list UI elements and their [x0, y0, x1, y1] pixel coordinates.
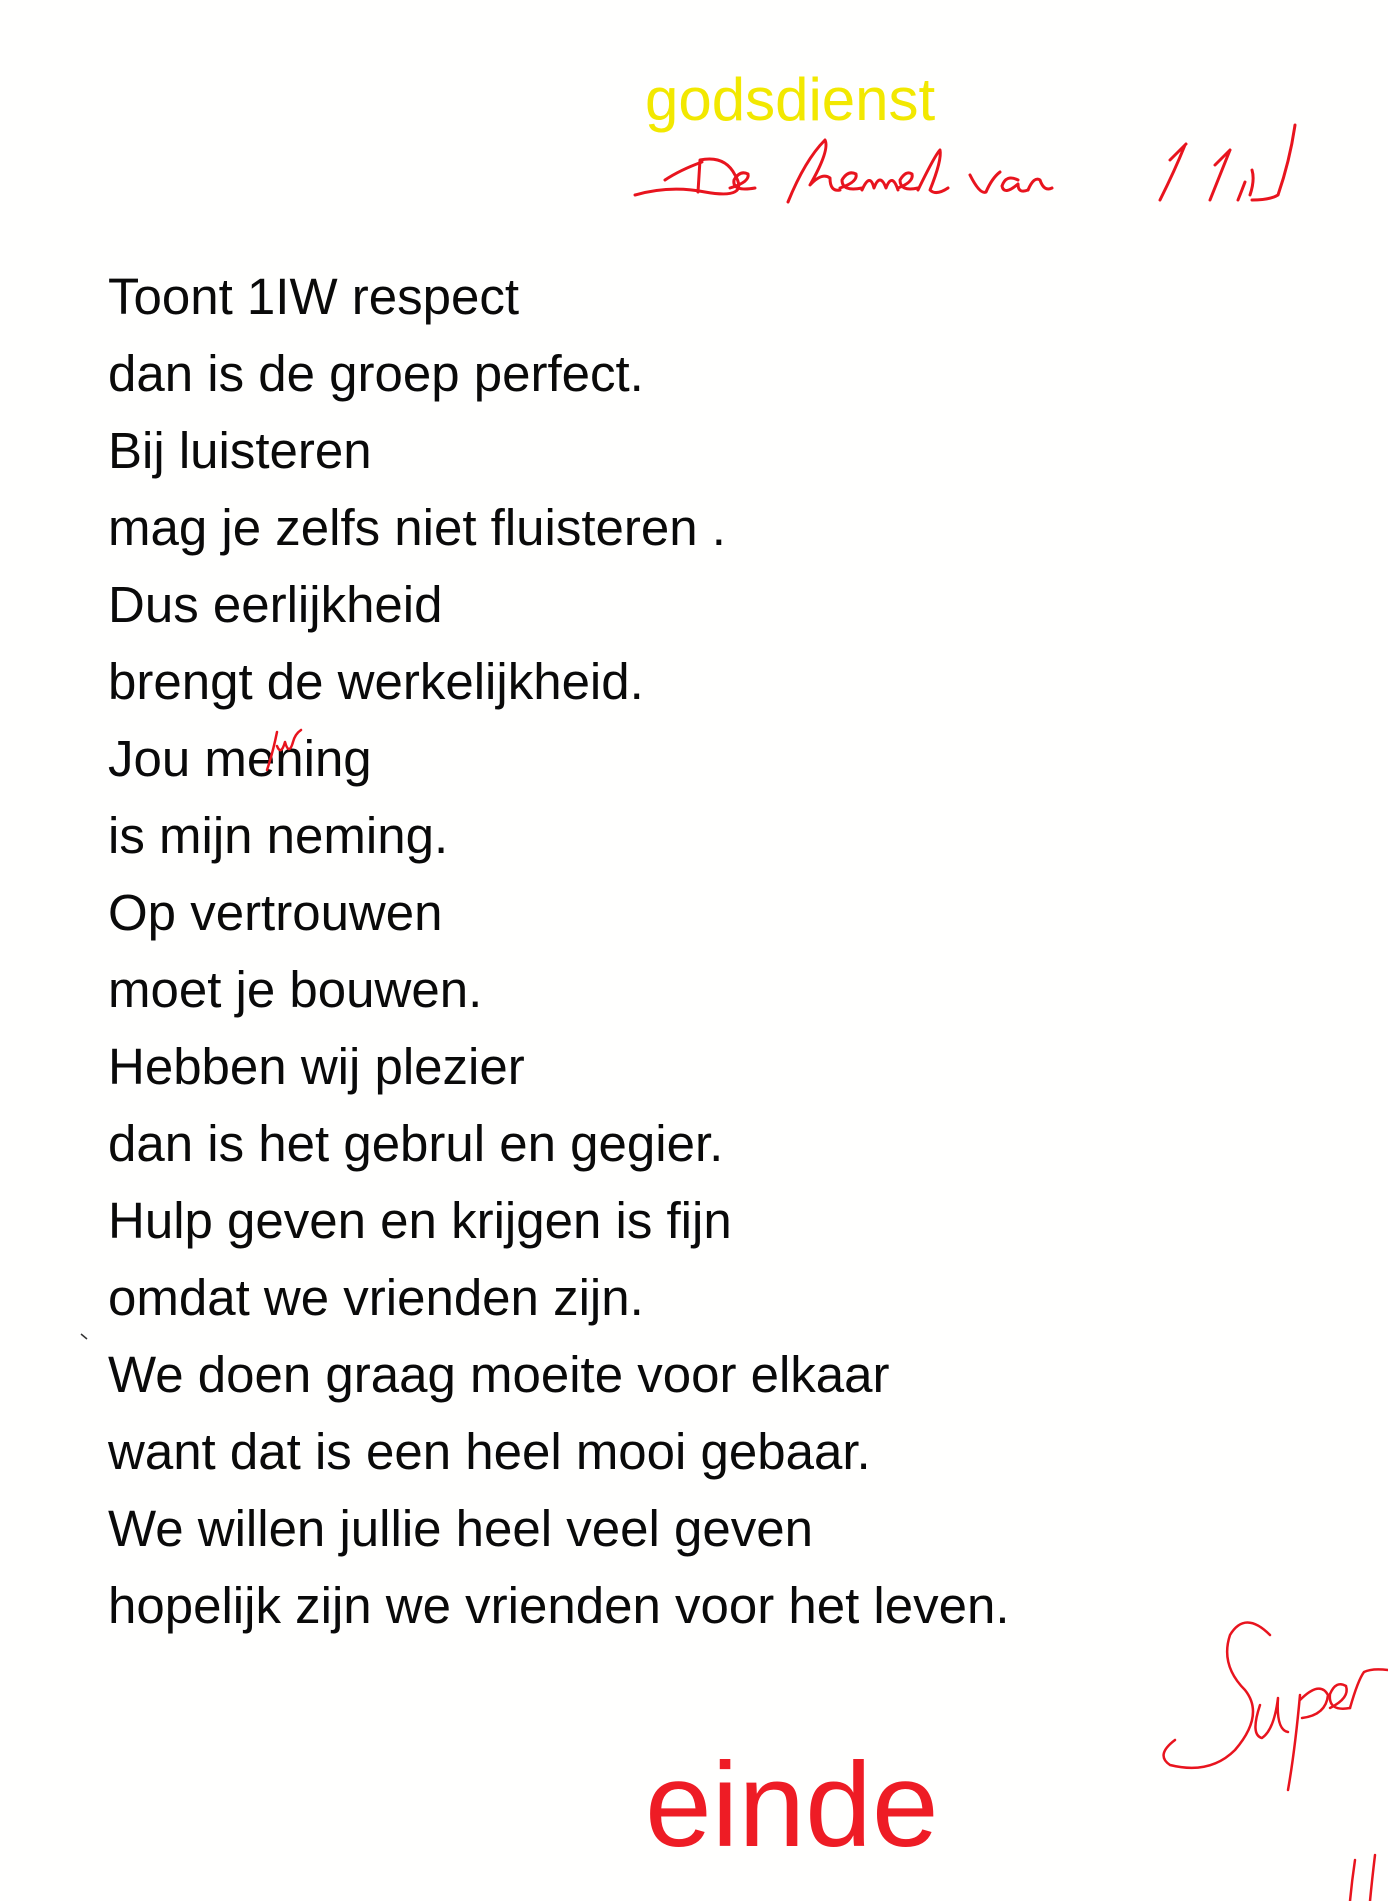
poem-line: hopelijk zijn we vrienden voor het leven. — [108, 1577, 1010, 1634]
poem-line: Dus eerlijkheid — [108, 576, 443, 633]
handwritten-correction — [263, 712, 323, 772]
poem-line: We doen graag moeite voor elkaar — [108, 1346, 890, 1403]
stray-pen-mark — [80, 1333, 90, 1341]
poem-line-text: Jou mening — [108, 730, 372, 787]
handwritten-title — [630, 100, 1330, 240]
subject-heading: godsdienst — [645, 66, 936, 133]
poem-line: want dat is een heel mooi gebaar. — [108, 1423, 871, 1480]
end-word: einde — [645, 1738, 939, 1872]
poem-line: Bij luisteren — [108, 422, 372, 479]
poem-line: Hulp geven en krijgen is fijn — [108, 1192, 732, 1249]
poem-line: Hebben wij plezier — [108, 1038, 525, 1095]
poem-line: Op vertrouwen — [108, 884, 443, 941]
poem-line: omdat we vrienden zijn. — [108, 1269, 644, 1326]
poem-line: brengt de werkelijkheid. — [108, 653, 644, 710]
poem-line: is mijn neming. — [108, 807, 449, 864]
poem-line: We willen jullie heel veel geven — [108, 1500, 813, 1557]
poem-line: moet je bouwen. — [108, 961, 483, 1018]
poem-line: Toont 1IW respect — [108, 268, 520, 325]
handwritten-margin-note — [1150, 1590, 1388, 1901]
poem-line: mag je zelfs niet fluisteren . — [108, 499, 726, 556]
poem-line: dan is de groep perfect. — [108, 345, 644, 402]
poem-line-with-correction — [108, 720, 1188, 797]
poem — [108, 258, 1188, 1644]
poem-line: dan is het gebrul en gegier. — [108, 1115, 724, 1172]
